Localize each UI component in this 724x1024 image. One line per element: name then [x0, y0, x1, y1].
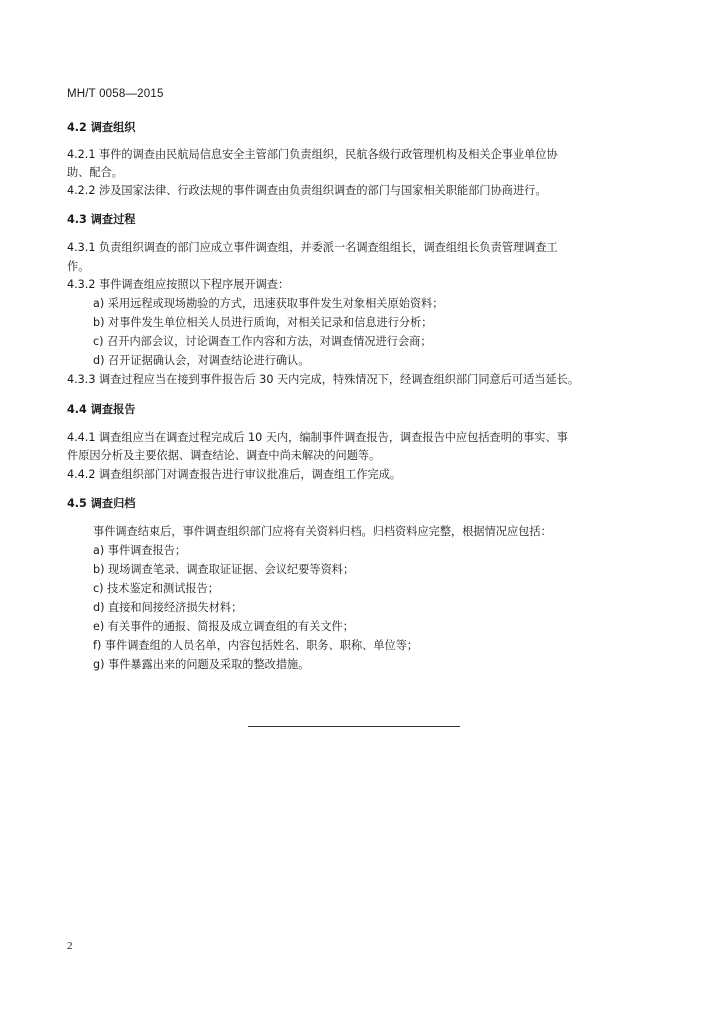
archive-item-c: c) 技术鉴定和测试报告；	[93, 582, 219, 595]
list-item-a: a) 采用远程或现场勘验的方式，迅速获取事件发生对象相关原始资料；	[93, 297, 444, 310]
archive-item-g: g) 事件暴露出来的问题及采取的整改措施。	[93, 658, 310, 671]
document-id: MH/T 0058—2015	[67, 88, 164, 100]
archive-intro: 事件调查结束后，事件调查组织部门应将有关资料归档。归档资料应完整，根据情况应包括：	[93, 525, 552, 538]
clause-4-2-1-cont: 助、配合。	[67, 166, 123, 179]
clause-4-3-1-cont: 作。	[67, 260, 90, 273]
list-item-c: c) 召开内部会议，讨论调查工作内容和方法，对调查情况进行会商；	[93, 335, 432, 348]
clause-4-2-2: 4.2.2 涉及国家法律、行政法规的事件调查由负责组织调查的部门与国家相关职能部门协商进行。	[67, 184, 547, 197]
heading-4-2: 4.2 调查组织	[67, 121, 136, 134]
clause-4-3-2: 4.3.2 事件调查组应按照以下程序展开调查：	[67, 278, 290, 291]
clause-4-2-1: 4.2.1 事件的调查由民航局信息安全主管部门负责组织，民航各级行政管理机构及相关企事业单位协	[67, 148, 558, 161]
archive-item-d: d) 直接和间接经济损失材料；	[93, 601, 243, 614]
archive-item-b: b) 现场调查笔录、调查取证证据、会议纪要等资料；	[93, 563, 355, 576]
list-item-b: b) 对事件发生单位相关人员进行质询，对相关记录和信息进行分析；	[93, 316, 433, 329]
heading-4-5: 4.5 调查归档	[67, 497, 136, 510]
archive-item-a: a) 事件调查报告；	[93, 544, 187, 557]
end-rule	[248, 726, 460, 727]
heading-4-3: 4.3 调查过程	[67, 213, 136, 226]
archive-item-f: f) 事件调查组的人员名单，内容包括姓名、职务、职称、单位等；	[93, 639, 419, 652]
page-number: 2	[67, 940, 73, 952]
clause-4-3-1: 4.3.1 负责组织调查的部门应成立事件调查组，并委派一名调查组组长，调查组组长负责管理调查工	[67, 241, 558, 254]
clause-4-4-1: 4.4.1 调查组应当在调查过程完成后 10 天内，编制事件调查报告，调查报告中应包括查明的事实、事	[67, 431, 568, 444]
clause-4-4-1-cont: 件原因分析及主要依据、调查结论、调查中尚未解决的问题等。	[67, 449, 381, 462]
heading-4-4: 4.4 调查报告	[67, 403, 136, 416]
archive-item-e: e) 有关事件的通报、简报及成立调查组的有关文件；	[93, 620, 354, 633]
clause-4-3-3: 4.3.3 调查过程应当在接到事件报告后 30 天内完成，特殊情况下，经调查组织部门同意后可适当延长。	[67, 373, 580, 386]
list-item-d: d) 召开证据确认会，对调查结论进行确认。	[93, 354, 310, 367]
clause-4-4-2: 4.4.2 调查组织部门对调查报告进行审议批准后，调查组工作完成。	[67, 468, 402, 481]
